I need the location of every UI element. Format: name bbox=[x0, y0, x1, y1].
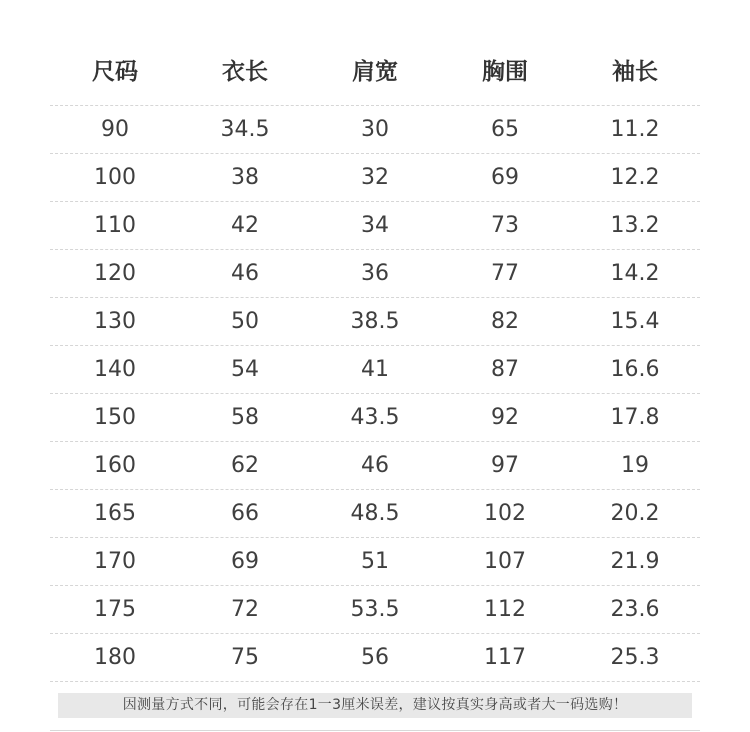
table-row bbox=[50, 394, 700, 442]
table-cell: 41 bbox=[361, 357, 389, 382]
table-row bbox=[50, 250, 700, 298]
bottom-divider bbox=[50, 730, 700, 731]
table-cell: 54 bbox=[231, 357, 259, 382]
header-sleeve: 袖长 bbox=[612, 59, 658, 85]
table-cell: 160 bbox=[94, 453, 136, 478]
table-cell: 38.5 bbox=[350, 309, 400, 334]
table-cell: 20.2 bbox=[610, 501, 660, 526]
table-cell: 16.6 bbox=[610, 357, 660, 382]
table-cell: 100 bbox=[94, 165, 136, 190]
table-cell: 56 bbox=[361, 645, 389, 670]
table-cell: 102 bbox=[484, 501, 526, 526]
table-cell: 69 bbox=[491, 165, 519, 190]
table-row bbox=[50, 586, 700, 634]
table-cell: 82 bbox=[491, 309, 519, 334]
table-row bbox=[50, 202, 700, 250]
table-cell: 130 bbox=[94, 309, 136, 334]
table-row bbox=[50, 298, 700, 346]
table-cell: 72 bbox=[231, 597, 259, 622]
table-cell: 87 bbox=[491, 357, 519, 382]
table-cell: 38 bbox=[231, 165, 259, 190]
table-cell: 92 bbox=[491, 405, 519, 430]
table-cell: 165 bbox=[94, 501, 136, 526]
table-cell: 65 bbox=[491, 117, 519, 142]
table-cell: 13.2 bbox=[610, 213, 660, 238]
table-cell: 120 bbox=[94, 261, 136, 286]
table-cell: 36 bbox=[361, 261, 389, 286]
table-cell: 117 bbox=[484, 645, 526, 670]
table-cell: 17.8 bbox=[610, 405, 660, 430]
measurement-note: 因测量方式不同，可能会存在1一3厘米误差，建议按真实身高或者大一码选购！ bbox=[58, 693, 692, 718]
table-cell: 14.2 bbox=[610, 261, 660, 286]
table-cell: 43.5 bbox=[350, 405, 400, 430]
table-cell: 50 bbox=[231, 309, 259, 334]
table-cell: 175 bbox=[94, 597, 136, 622]
header-size: 尺码 bbox=[92, 59, 138, 85]
table-cell: 62 bbox=[231, 453, 259, 478]
table-cell: 25.3 bbox=[610, 645, 660, 670]
header-shoulder: 肩宽 bbox=[352, 59, 398, 85]
table-cell: 15.4 bbox=[610, 309, 660, 334]
header-length: 衣长 bbox=[222, 59, 268, 85]
table-cell: 140 bbox=[94, 357, 136, 382]
table-cell: 73 bbox=[491, 213, 519, 238]
table-row bbox=[50, 106, 700, 154]
table-cell: 21.9 bbox=[610, 549, 660, 574]
table-cell: 110 bbox=[94, 213, 136, 238]
table-cell: 112 bbox=[484, 597, 526, 622]
table-cell: 46 bbox=[231, 261, 259, 286]
table-cell: 75 bbox=[231, 645, 259, 670]
table-cell: 34 bbox=[361, 213, 389, 238]
table-cell: 77 bbox=[491, 261, 519, 286]
table-cell: 34.5 bbox=[220, 117, 270, 142]
table-cell: 48.5 bbox=[350, 501, 400, 526]
table-cell: 51 bbox=[361, 549, 389, 574]
table-cell: 66 bbox=[231, 501, 259, 526]
table-cell: 32 bbox=[361, 165, 389, 190]
table-row bbox=[50, 538, 700, 586]
table-cell: 107 bbox=[484, 549, 526, 574]
table-cell: 170 bbox=[94, 549, 136, 574]
table-cell: 58 bbox=[231, 405, 259, 430]
table-cell: 53.5 bbox=[350, 597, 400, 622]
table-row bbox=[50, 490, 700, 538]
table-cell: 11.2 bbox=[610, 117, 660, 142]
table-cell: 180 bbox=[94, 645, 136, 670]
table-cell: 150 bbox=[94, 405, 136, 430]
table-row bbox=[50, 346, 700, 394]
table-cell: 69 bbox=[231, 549, 259, 574]
table-body bbox=[50, 106, 700, 682]
table-cell: 19 bbox=[621, 453, 649, 478]
table-row bbox=[50, 442, 700, 490]
table-row bbox=[50, 154, 700, 202]
table-header-row bbox=[50, 48, 700, 96]
table-cell: 90 bbox=[101, 117, 129, 142]
header-chest: 胸围 bbox=[482, 59, 528, 85]
table-row bbox=[50, 634, 700, 682]
table-cell: 12.2 bbox=[610, 165, 660, 190]
table-cell: 30 bbox=[361, 117, 389, 142]
table-cell: 23.6 bbox=[610, 597, 660, 622]
table-cell: 46 bbox=[361, 453, 389, 478]
table-cell: 97 bbox=[491, 453, 519, 478]
table-cell: 42 bbox=[231, 213, 259, 238]
